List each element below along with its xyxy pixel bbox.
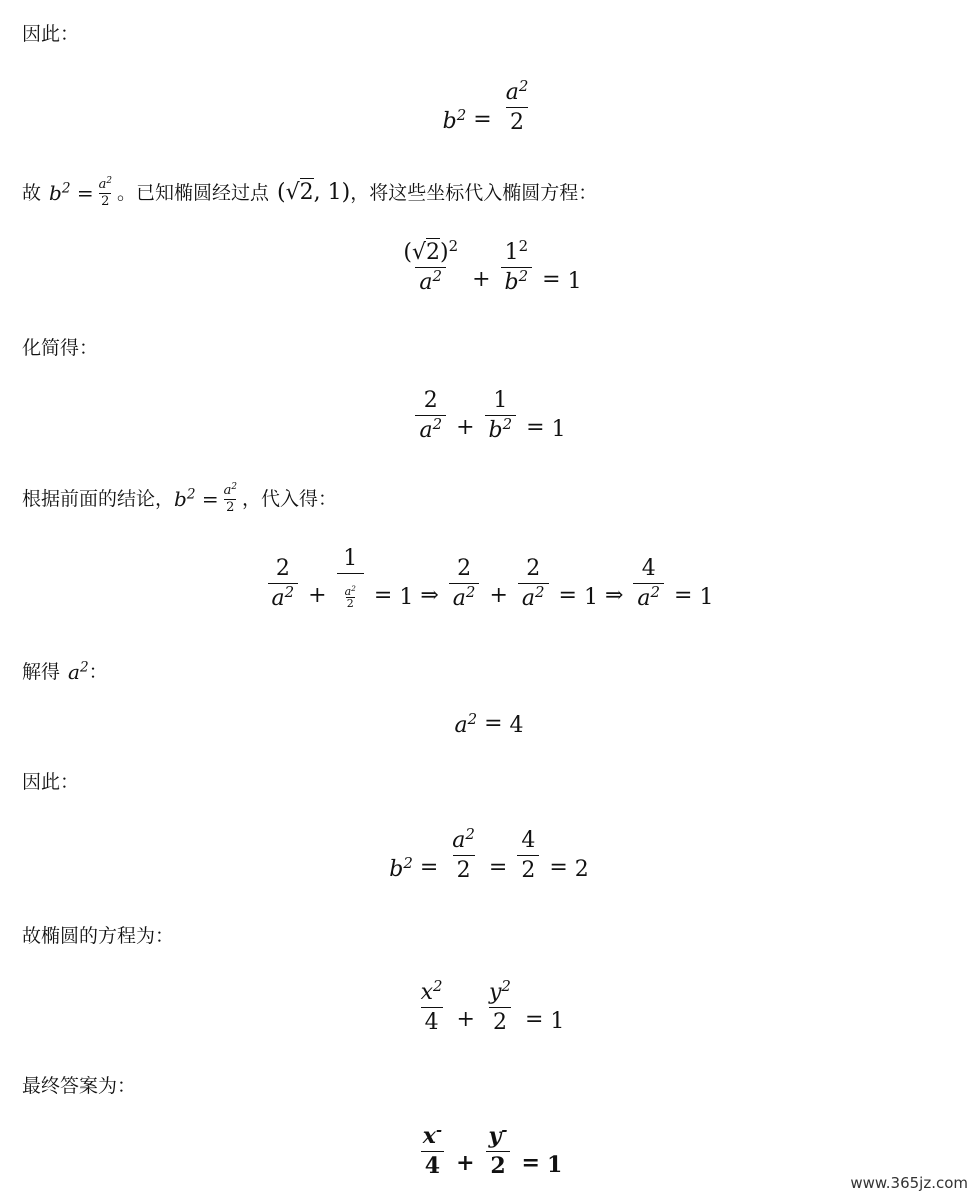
paragraph-previous-conclusion (22, 484, 337, 514)
inline-math-point: (√2, 1) (277, 180, 351, 206)
watermark-text: www.365jz.com (850, 1174, 968, 1192)
equation-a2-eq-4: $a^2$ = 4 (454, 709, 524, 738)
text-tail: ，将这些坐标代入椭圆方程： (350, 182, 598, 205)
paragraph-ellipse-equation: 故椭圆的方程为： (22, 925, 175, 947)
text-prefix: 故 (22, 182, 42, 205)
inline-frac-a2-over-2: $\frac{a^2}{2}$ (223, 482, 237, 515)
equation-chain: $\frac{2}{a^2}$ + $\frac{1}{\frac{a^2}{2}}$ = 1 ⇒ $\frac{2}{a^2}$ + $\frac{2}{a^2}$ = 1 ⇒ $\frac{4}{a^2}$ = 1 (0, 536, 978, 610)
text-suffix: ： (88, 661, 108, 683)
equation-substitution: $\frac{(√2)^2}{a^2}$ + $\frac{1^2}{b^2}$ = 1 (403, 236, 582, 295)
text-prefix: 根据前面的结论， (22, 488, 175, 511)
equation-b2-eq-a2-over-2: $b^2$ = $\frac{a^2}{2}$ (442, 76, 529, 135)
paragraph-simplify: 化简得： (22, 337, 99, 359)
text-suffix: ，代入得： (242, 488, 338, 511)
inline-math-b2: $b^2$ = (49, 180, 94, 206)
paragraph-solve-a2 (22, 660, 108, 684)
paragraph-therefore-1: 因此： (22, 23, 80, 45)
inline-frac-a2-over-2: $\frac{a^2}{2}$ (98, 176, 112, 209)
equation-simplified: $\frac{2}{a^2}$ + $\frac{1}{b^2}$ = 1 (0, 380, 978, 442)
equation-final-answer: $\frac{x^-}{4}$ + $\frac{y^-}{2}$ = 1 (422, 1120, 563, 1179)
text-prefix: 解得 (22, 661, 61, 683)
paragraph-given-point (22, 178, 597, 208)
equation-b2-eq-2: $b^2$ = $\frac{a^2}{2}$ = $\frac{4}{2}$ = 2 (389, 824, 589, 883)
equation-ellipse: $\frac{x^2}{4}$ + $\frac{y^2}{2}$ = 1 (420, 976, 565, 1035)
paragraph-final-answer: 最终答案为： (22, 1075, 137, 1097)
inline-math-a2: $a^2$ (68, 659, 89, 684)
paragraph-therefore-2: 因此： (22, 771, 80, 793)
text-suffix: 。已知椭圆经过点 (117, 182, 270, 205)
inline-math-b2: $b^2$ = (174, 486, 219, 512)
